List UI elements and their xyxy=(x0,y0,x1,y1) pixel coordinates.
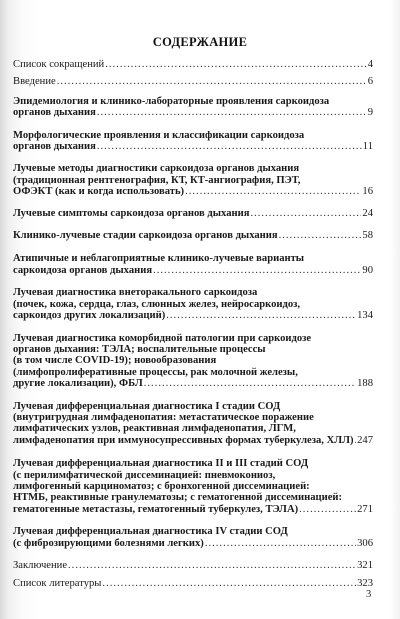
toc-entry-last-line xyxy=(13,186,373,197)
dot-leader xyxy=(166,310,356,321)
toc-entry-last-line xyxy=(13,76,373,87)
toc-entry-last-line xyxy=(13,310,373,321)
toc-entry-line: Лучевая дифференциальная диагностика IV стадии СОД xyxy=(13,526,288,538)
toc-entry-text: ОФЭКТ (как и когда использовать) xyxy=(13,186,185,198)
toc-entry[interactable] xyxy=(13,163,373,197)
toc-page-number: 271 xyxy=(357,503,373,515)
toc-entry-text: органов дыхания xyxy=(13,107,96,119)
toc-page-number: 16 xyxy=(362,186,373,198)
dot-leader xyxy=(68,560,356,571)
toc-entry[interactable] xyxy=(13,578,373,589)
dot-leader xyxy=(105,59,366,70)
toc-entry-line: лимфогенный карциноматоз; с бронхогенной диссеминацией: xyxy=(13,480,310,492)
toc-entry-line: Лучевые методы диагностики саркоидоза органов дыхания xyxy=(13,163,300,175)
table-of-contents xyxy=(13,59,373,590)
toc-entry-last-line xyxy=(13,435,373,446)
toc-entry-text: Лучевые симптомы саркоидоза органов дыхания xyxy=(13,207,250,219)
toc-entry-line: Лучевая диагностика внеторакального саркоидоза xyxy=(13,287,258,299)
toc-entry[interactable] xyxy=(13,230,373,241)
toc-entry-line: Атипичные и неблагоприятные клинико-лучевые варианты xyxy=(13,253,305,265)
toc-entry-line: (лимфопролиферативные процессы, рак молочной железы, xyxy=(13,366,298,378)
toc-page-number: 306 xyxy=(357,537,373,549)
toc-entry-last-line xyxy=(13,378,373,389)
toc-entry-text: Клинико-лучевые стадии саркоидоза органов дыхания xyxy=(13,230,278,242)
toc-entry-line: (в том числе COVID-19); новообразования xyxy=(13,355,217,367)
toc-entry-line: (почек, кожа, сердца, глаз, слюнных желез, нейросаркоидоз, xyxy=(13,298,301,310)
toc-entry[interactable] xyxy=(13,287,373,321)
toc-entry-line: Эпидемиология и клинико-лабораторные проявления саркоидоза xyxy=(13,95,330,107)
toc-entry-text: органов дыхания xyxy=(13,141,96,153)
toc-entry[interactable] xyxy=(13,96,373,119)
toc-entry-line: лимфатических узлов, реактивная лимфаденопатия, ЛГМ, xyxy=(13,423,296,435)
toc-entry-last-line xyxy=(13,560,373,571)
toc-entry-text: саркоидоз других локализаций) xyxy=(13,310,166,322)
dot-leader xyxy=(97,141,362,152)
dot-leader xyxy=(279,230,362,241)
toc-entry-line: Лучевая диагностика коморбидной патологии при саркоидозе xyxy=(13,332,312,344)
dot-leader xyxy=(153,265,361,276)
toc-entry-text: Введение xyxy=(13,76,56,88)
toc-entry-line: органов дыхания: ТЭЛА; воспалительные процессы xyxy=(13,343,266,355)
toc-entry[interactable] xyxy=(13,560,373,571)
dot-leader xyxy=(97,107,367,118)
toc-page-number: 6 xyxy=(367,76,373,88)
dot-leader xyxy=(355,435,357,446)
page-number: 3 xyxy=(366,589,372,600)
toc-page-number: 134 xyxy=(357,310,373,322)
toc-page-number: 188 xyxy=(357,378,373,390)
toc-entry-last-line xyxy=(13,265,373,276)
toc-entry-text: гематогенные метастазы, гематогенный туберкулез, ТЭЛА) xyxy=(13,503,299,515)
toc-entry[interactable] xyxy=(13,401,373,447)
toc-entry[interactable] xyxy=(13,458,373,515)
toc-entry-last-line xyxy=(13,538,373,549)
dot-leader xyxy=(185,186,361,197)
toc-entry[interactable] xyxy=(13,526,373,549)
toc-page-number: 321 xyxy=(357,560,373,571)
toc-page-number: 58 xyxy=(362,230,373,242)
toc-entry[interactable] xyxy=(13,333,373,390)
toc-entry[interactable] xyxy=(13,59,373,70)
toc-page-number: 4 xyxy=(367,59,373,70)
toc-entry[interactable] xyxy=(13,208,373,219)
toc-entry[interactable] xyxy=(13,130,373,153)
dot-leader xyxy=(250,208,361,219)
toc-entry-line: Лучевая дифференциальная диагностика I стадии СОД xyxy=(13,400,281,412)
toc-entry-last-line xyxy=(13,107,373,118)
toc-page-number: 90 xyxy=(362,264,373,276)
toc-entry-text: Список литературы xyxy=(13,578,102,590)
toc-entry-line: (традиционная рентгенография, КТ, КТ-ангиография, ПЭТ, xyxy=(13,174,301,186)
toc-page-number: 323 xyxy=(357,578,373,590)
toc-page-number: 247 xyxy=(357,434,373,446)
toc-entry-line: (с перилимфатической диссеминацией: пневмокониоз, xyxy=(13,469,276,481)
dot-leader xyxy=(205,538,356,549)
toc-entry-last-line xyxy=(13,230,373,241)
page-title: СОДЕРЖАНИЕ xyxy=(152,35,248,49)
toc-entry-text: лимфаденопатия при иммуносупрессивных формах туберкулеза, ХЛЛ) xyxy=(13,434,354,446)
toc-entry-line: Морфологические проявления и классификации саркоидоза xyxy=(13,129,305,141)
toc-entry-text: Заключение xyxy=(13,560,68,571)
dot-leader xyxy=(144,378,356,389)
toc-entry-line: (внутригрудная лимфаденопатия: метастатическое поражение xyxy=(13,411,314,423)
dot-leader xyxy=(299,504,356,515)
toc-page-number: 9 xyxy=(367,107,373,119)
toc-entry-line: НТМБ, реактивные гранулематозы; с гематогенной диссеминацией: xyxy=(13,492,343,504)
toc-entry-text: Список сокращений xyxy=(13,59,105,70)
dot-leader xyxy=(102,578,356,589)
toc-entry-last-line xyxy=(13,208,373,219)
toc-entry-last-line xyxy=(13,141,373,152)
toc-entry-line: Лучевая дифференциальная диагностика II и III стадий СОД xyxy=(13,458,309,470)
toc-entry-last-line xyxy=(13,59,373,70)
toc-page-number: 11 xyxy=(362,141,373,153)
toc-entry-last-line xyxy=(13,578,373,589)
toc-page-number: 24 xyxy=(362,207,373,219)
dot-leader xyxy=(57,76,367,87)
toc-entry[interactable] xyxy=(13,76,373,87)
toc-entry-text: (с фиброзирующими болезнями легких) xyxy=(13,537,204,549)
toc-entry-text: другие локализации), ФБЛ xyxy=(13,378,143,390)
toc-entry[interactable] xyxy=(13,253,373,276)
toc-entry-text: саркоидоза органов дыхания xyxy=(13,264,153,276)
toc-entry-last-line xyxy=(13,504,373,515)
